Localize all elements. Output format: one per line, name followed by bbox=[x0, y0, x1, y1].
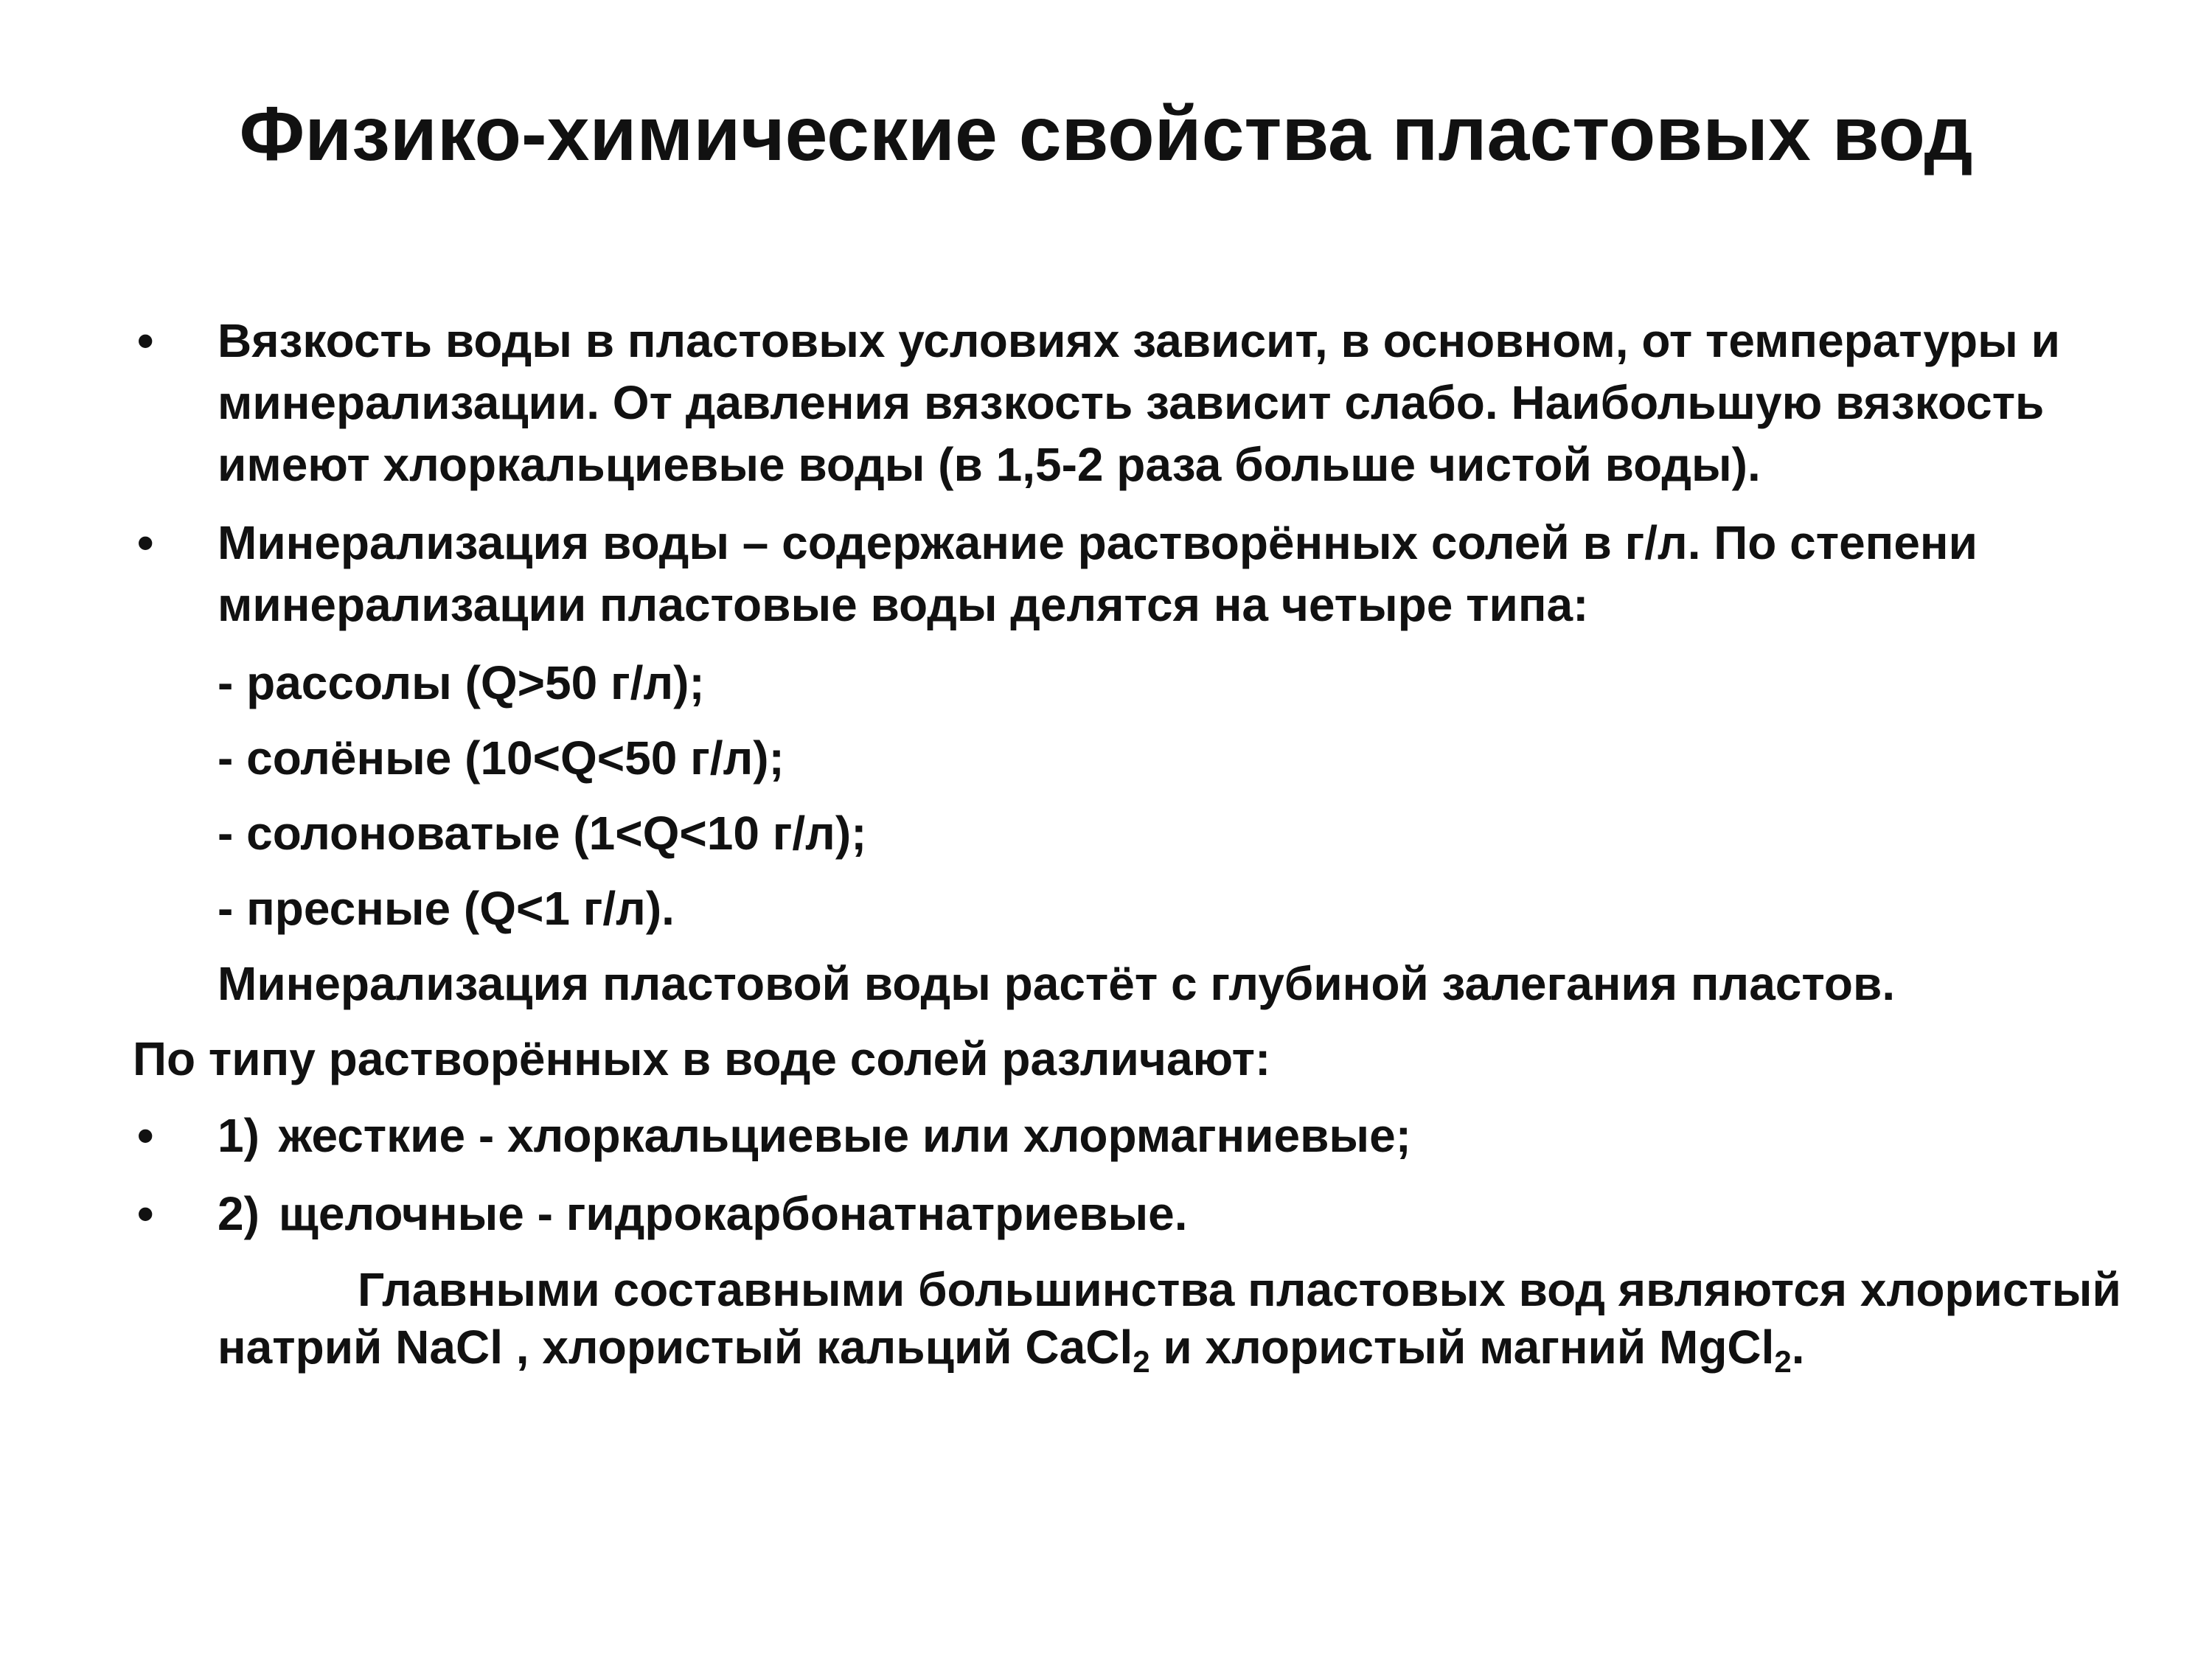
salt-type-item bbox=[133, 1183, 2124, 1245]
slide-title: Физико-химические свойства пластовых вод bbox=[239, 91, 1973, 177]
formula-nacl: NaCl bbox=[395, 1321, 503, 1374]
composition-paragraph bbox=[133, 1261, 2124, 1379]
bullet-dot-icon: • bbox=[137, 1187, 154, 1240]
bullet-dot-icon: • bbox=[137, 516, 154, 569]
salt-type-item bbox=[133, 1105, 2124, 1166]
depth-note: Минерализация пластовой воды растёт с глубиной залегания пластов. bbox=[218, 957, 1896, 1010]
type-brackish: - солоноватые (1<Q<10 г/л); bbox=[218, 807, 867, 860]
salt-type-number: 2) bbox=[218, 1187, 260, 1240]
salt-type-number: 1) bbox=[218, 1109, 260, 1162]
salt-type-text: жесткие - хлоркальциевые или хлормагниевые; bbox=[278, 1109, 1411, 1162]
bullet-dot-icon: • bbox=[137, 314, 154, 367]
text-mineralization: воды – содержание растворённых солей в г/л. По степени минерализации пластовые воды делятся на четыре типа: bbox=[218, 516, 1978, 631]
composition-text-1: Главными составными большинства пластовых вод являются хлористый натрий bbox=[218, 1263, 2121, 1374]
composition-text-2: , хлористый кальций bbox=[502, 1321, 1026, 1374]
type-brines: - рассолы (Q>50 г/л); bbox=[218, 656, 705, 709]
term-mineralization: Минерализация bbox=[218, 516, 590, 569]
type-fresh: - пресные (Q<1 г/л). bbox=[218, 882, 675, 935]
salt-type-text: щелочные - гидрокарбонатнатриевые. bbox=[278, 1187, 1188, 1240]
composition-text-3: и хлористый магний bbox=[1150, 1321, 1660, 1374]
bullet-viscosity bbox=[133, 310, 2124, 495]
salt-types-heading: По типу растворённых в воде солей различают: bbox=[133, 1032, 1271, 1085]
formula-cacl2: CaCl$_2$ bbox=[1025, 1321, 1150, 1379]
bullet-dot-icon: • bbox=[137, 1109, 154, 1162]
bullet-mineralization bbox=[133, 512, 2124, 636]
text-viscosity: воды в пластовых условиях зависит, в основном, от температуры и минерализации. От давления вязкость зависит слабо. Наибольшую вязкость имеют хлоркальциевые воды (в 1,5-2 раза больше чистой воды). bbox=[218, 314, 2060, 491]
term-viscosity: Вязкость bbox=[218, 314, 433, 367]
type-saline: - солёные (10<Q<50 г/л); bbox=[218, 731, 785, 785]
formula-mgcl2: MgCl$_2$ bbox=[1659, 1321, 1792, 1379]
composition-text-4: . bbox=[1791, 1321, 1805, 1374]
slide-content bbox=[133, 310, 2124, 1379]
